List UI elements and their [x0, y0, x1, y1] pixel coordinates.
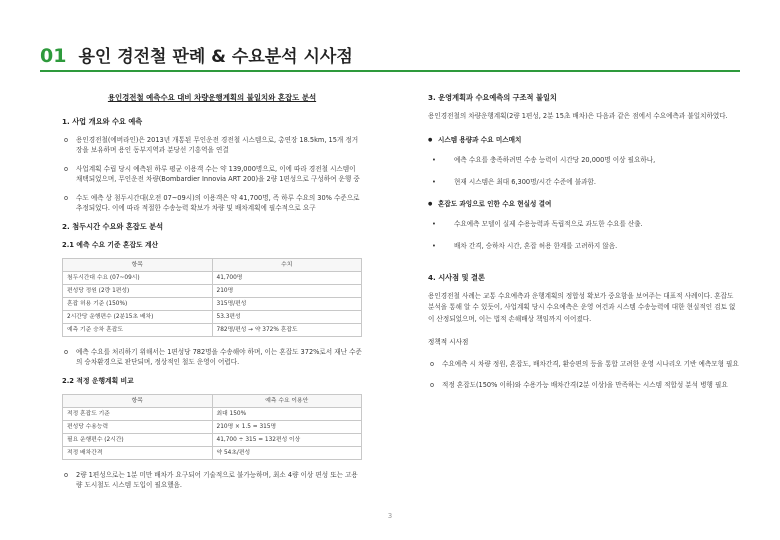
- table-row: [63, 285, 362, 298]
- table-cell: 적정 배차간격: [63, 447, 213, 460]
- section-3-point-1: ● 시스템 용량과 수요 미스매치: [428, 135, 740, 145]
- table-cell: 41,700 ÷ 315 = 132편성 이상: [212, 434, 362, 447]
- section-3-sub-2: • 현재 시스템은 최대 6,300명/시간 수준에 불과함.: [428, 177, 740, 187]
- section-4-bullet-1: o 수요예측 시 차량 정원, 혼잡도, 배차간격, 환승편의 등을 통합 고려한 운영 시나리오 기반 예측모형 필요: [428, 359, 740, 371]
- table-header: 예측 수요 이용안: [212, 395, 362, 408]
- section-1-heading: 1. 사업 개요와 수요 예측: [62, 117, 143, 126]
- table-cell: 약 54초/편성: [212, 447, 362, 460]
- section-4-heading: 4. 시사점 및 결론: [428, 272, 485, 282]
- table-cell: 혼잡 허용 기준 (150%): [63, 298, 213, 311]
- table-row: [63, 408, 362, 421]
- table-cell: 210명: [212, 285, 362, 298]
- section-1-bullet-1: o 용인경전철(에버라인)은 2013년 개통된 무인운전 경전철 시스템으로, 총연장 18.5km, 15개 정거장을 보유하며 용인 동부지역과 분당선 기흥역을 연결: [62, 135, 362, 155]
- section-3-sub-3: • 수요예측 모델이 실제 수용능력과 독립적으로 과도한 수요를 산출.: [428, 219, 740, 229]
- section-1-bullet-2: o 사업계획 수립 당시 예측된 하루 평균 이용객 수는 약 139,000명으로, 이에 따라 경전철 시스템이 채택되었으며, 무인운전 차량(Bombardier Innovia ART 200)을 2량 1편성으로 구성하여 운행 중: [62, 164, 362, 184]
- table-cell: 210명 × 1.5 = 315명: [212, 421, 362, 434]
- table-cell: 필요 운행편수 (2시간): [63, 434, 213, 447]
- table-cell: 782명/편성 → 약 372% 혼잡도: [212, 324, 362, 337]
- section-3-sub-1: • 예측 수요를 충족하려면 수송 능력이 시간당 20,000명 이상 필요하나,: [428, 155, 740, 165]
- table-row: [63, 324, 362, 337]
- table-cell: 예측 기준 승차 혼잡도: [63, 324, 213, 337]
- section-4-paragraph: 용인경전철 사례는 교통 수요예측과 운행계획의 정합성 확보가 중요함을 보여주는 대표적 사례이다. 혼잡도 분석을 통해 알 수 있듯이, 사업계획 당시 수요예측은 운영 여건과 시스템 수송능력에 대한 현실적인 검토 없이 산정되었으며, 이는 법적 손해배상 책임까지 이어졌다.: [428, 291, 736, 323]
- table-cell: 편성당 수용능력: [63, 421, 213, 434]
- document-title: 용인경전철 예측수요 대비 차량운행계획의 불일치와 혼잡도 분석: [107, 93, 317, 102]
- demand-table: [62, 258, 362, 337]
- left-column: [62, 93, 362, 499]
- table-cell: 315명/편성: [212, 298, 362, 311]
- table-cell: 적정 혼잡도 기준: [63, 408, 213, 421]
- section-1-bullet-3: o 수도 예측 상 첨두시간대(오전 07~09시)의 이용객은 약 41,700명, 즉 하루 수요의 30% 수준으로 추정되었다. 이에 따라 적절한 수송능력 확보가 차량 및 배차계획에 필수적으로 요구: [62, 193, 362, 213]
- section-2-2-heading: 2.2 적정 운행계획 비교: [62, 377, 134, 385]
- table-header: 항목: [63, 395, 213, 408]
- table-row: [63, 298, 362, 311]
- section-3-point-2: ● 혼잡도 과잉으로 인한 수요 현실성 결여: [428, 199, 740, 209]
- section-3-sub-4: • 배차 간격, 승하차 시간, 혼잡 허용 한계를 고려하지 않음.: [428, 241, 740, 251]
- section-number: 01: [40, 45, 67, 67]
- page-number: 3: [387, 512, 393, 520]
- table-header: 항목: [63, 259, 213, 272]
- section-4-bullet-2: o 적정 혼잡도(150% 이하)와 수용가능 배차간격(2분 이상)을 만족하는 시스템 적합성 분석 병행 필요: [428, 380, 740, 392]
- section-2-2-bullet: o 2량 1편성으로는 1분 미만 배차가 요구되어 기술적으로 불가능하며, 최소 4량 이상 편성 또는 고용량 도시철도 시스템 도입이 필요했음.: [62, 470, 362, 490]
- table-cell: 53.3편성: [212, 311, 362, 324]
- policy-implications-label: 정책적 시사점: [428, 338, 469, 346]
- section-2-1-bullet: o 예측 수요를 처리하기 위해서는 1편성당 782명을 수송해야 하며, 이는 혼잡도 372%로서 재난 수준의 승차환경으로 판단되며, 정상적인 철도 운영이 어렵다.: [62, 347, 362, 367]
- header-divider: [40, 70, 740, 72]
- table-row: [63, 434, 362, 447]
- table-cell: 첨두시간대 수요 (07~09시): [63, 272, 213, 285]
- table-header: 수치: [212, 259, 362, 272]
- table-cell: 최대 150%: [212, 408, 362, 421]
- table-cell: 2시간당 운행편수 (2분15초 배차): [63, 311, 213, 324]
- table-row: [63, 311, 362, 324]
- operation-plan-table: [62, 394, 362, 460]
- section-3-paragraph: 용인경전철의 차량운행계획(2량 1편성, 2분 15초 배차)은 다음과 같은 점에서 수요예측과 불일치하였다.: [428, 112, 728, 120]
- page-title: 용인 경전철 판례 & 수요분석 시사점: [78, 47, 353, 67]
- table-cell: 편성당 정원 (2량 1편성): [63, 285, 213, 298]
- table-row: [63, 447, 362, 460]
- table-row: [63, 272, 362, 285]
- table-cell: 41,700명: [212, 272, 362, 285]
- section-2-heading: 2. 첨두시간 수요와 혼잡도 분석: [62, 222, 164, 231]
- table-row: [63, 421, 362, 434]
- right-column: [428, 93, 740, 400]
- section-2-1-heading: 2.1 예측 수요 기준 혼잡도 계산: [62, 241, 159, 249]
- section-header: [40, 42, 353, 67]
- section-3-heading: 3. 운영계획과 수요예측의 구조적 불일치: [428, 93, 557, 102]
